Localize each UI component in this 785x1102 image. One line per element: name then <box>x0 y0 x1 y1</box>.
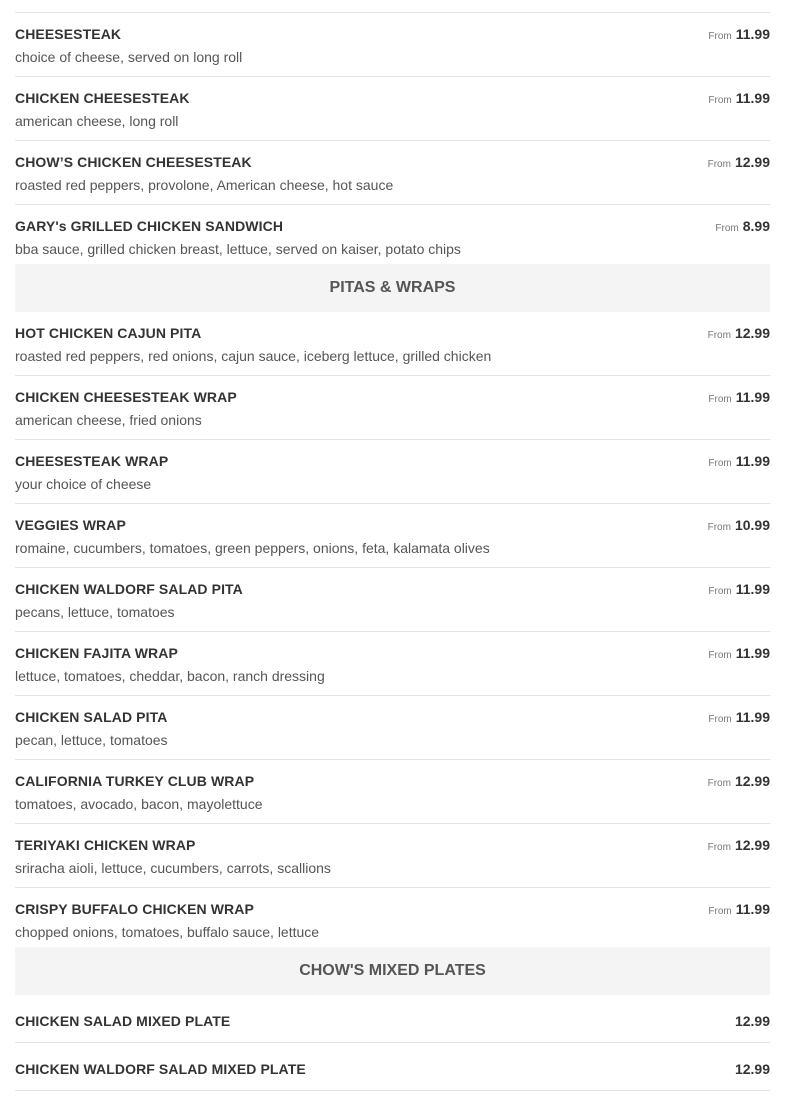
price-value: 11.99 <box>735 26 770 42</box>
menu-item[interactable] <box>15 696 770 760</box>
price-value: 12.99 <box>734 1013 770 1029</box>
price-value: 12.99 <box>734 154 770 170</box>
item-price <box>708 325 770 343</box>
item-name: CHICKEN CHEESESTEAK WRAP <box>15 389 237 405</box>
menu-item[interactable] <box>15 1043 770 1091</box>
item-price <box>708 773 770 791</box>
item-name: TERIYAKI CHICKEN WRAP <box>15 837 196 853</box>
item-description: lettuce, tomatoes, cheddar, bacon, ranch dressing <box>15 668 325 684</box>
item-price <box>708 389 770 407</box>
menu-item[interactable] <box>15 312 770 376</box>
from-label: From <box>708 714 732 725</box>
item-description: choice of cheese, served on long roll <box>15 49 243 65</box>
menu-item[interactable] <box>15 995 770 1043</box>
from-label: From <box>708 906 732 917</box>
item-name: CHICKEN WALDORF SALAD MIXED PLATE <box>15 1061 306 1077</box>
item-description: pecan, lettuce, tomatoes <box>15 732 168 748</box>
item-description: sriracha aioli, lettuce, cucumbers, carrots, scallions <box>15 860 331 876</box>
price-value: 11.99 <box>735 901 770 917</box>
item-price <box>708 26 770 44</box>
menu-item[interactable] <box>15 376 770 440</box>
item-description: american cheese, fried onions <box>15 412 202 428</box>
item-description: pecans, lettuce, tomatoes <box>15 604 175 620</box>
from-label: From <box>707 330 731 341</box>
item-price <box>708 709 770 727</box>
from-label: From <box>708 586 732 597</box>
from-label: From <box>715 223 739 234</box>
from-label: From <box>707 778 731 789</box>
item-price <box>735 1013 770 1031</box>
item-name: CHEESESTEAK WRAP <box>15 453 169 469</box>
item-description: bba sauce, grilled chicken breast, lettuce, served on kaiser, potato chips <box>15 241 461 257</box>
section-header-pitas-wraps: PITAS & WRAPS <box>15 264 770 312</box>
menu-item[interactable] <box>15 141 770 205</box>
item-description: your choice of cheese <box>15 476 152 492</box>
price-value: 8.99 <box>742 218 770 234</box>
price-value: 10.99 <box>734 517 770 533</box>
from-label: From <box>708 394 732 405</box>
menu-item[interactable] <box>15 13 770 77</box>
item-price <box>708 581 770 599</box>
menu-item[interactable] <box>15 205 770 264</box>
menu-item[interactable] <box>15 824 770 888</box>
item-name: CALIFORNIA TURKEY CLUB WRAP <box>15 773 255 789</box>
item-price <box>708 901 770 919</box>
menu-item[interactable] <box>15 77 770 141</box>
item-price <box>708 645 770 663</box>
price-value: 11.99 <box>735 709 770 725</box>
item-price <box>708 90 770 108</box>
from-label: From <box>708 95 732 106</box>
item-name: CRISPY BUFFALO CHICKEN WRAP <box>15 901 254 917</box>
price-value: 12.99 <box>734 325 770 341</box>
item-description: romaine, cucumbers, tomatoes, green peppers, onions, feta, kalamata olives <box>15 540 490 556</box>
divider <box>15 0 770 13</box>
price-value: 11.99 <box>735 581 770 597</box>
from-label: From <box>708 458 732 469</box>
price-value: 11.99 <box>735 453 770 469</box>
item-price <box>708 837 770 855</box>
menu-item[interactable] <box>15 568 770 632</box>
item-name: CHICKEN SALAD PITA <box>15 709 168 725</box>
item-price <box>715 218 770 236</box>
price-value: 11.99 <box>735 645 770 661</box>
item-price <box>708 453 770 471</box>
item-name: CHICKEN FAJITA WRAP <box>15 645 178 661</box>
from-label: From <box>707 522 731 533</box>
price-value: 12.99 <box>734 773 770 789</box>
item-name: CHICKEN SALAD MIXED PLATE <box>15 1013 231 1029</box>
from-label: From <box>708 31 732 42</box>
menu-item[interactable] <box>15 504 770 568</box>
item-name: CHICKEN WALDORF SALAD PITA <box>15 581 243 597</box>
from-label: From <box>707 842 731 853</box>
item-name: GARY's GRILLED CHICKEN SANDWICH <box>15 218 284 234</box>
item-description: american cheese, long roll <box>15 113 179 129</box>
item-name: CHICKEN CHEESESTEAK <box>15 90 190 106</box>
item-description: roasted red peppers, red onions, cajun sauce, iceberg lettuce, grilled chicken <box>15 348 492 364</box>
price-value: 12.99 <box>734 1061 770 1077</box>
menu-item[interactable] <box>15 632 770 696</box>
price-value: 11.99 <box>735 90 770 106</box>
menu-item[interactable] <box>15 760 770 824</box>
section-header-mixed-plates: CHOW'S MIXED PLATES <box>15 947 770 995</box>
item-description: roasted red peppers, provolone, American cheese, hot sauce <box>15 177 394 193</box>
item-price <box>708 154 770 172</box>
menu-item[interactable] <box>15 888 770 947</box>
item-name: HOT CHICKEN CAJUN PITA <box>15 325 202 341</box>
price-value: 11.99 <box>735 389 770 405</box>
item-name: CHEESESTEAK <box>15 26 122 42</box>
menu-item[interactable] <box>15 440 770 504</box>
item-name: CHOW’S CHICKEN CHEESESTEAK <box>15 154 252 170</box>
item-name: VEGGIES WRAP <box>15 517 126 533</box>
from-label: From <box>708 650 732 661</box>
item-price <box>708 517 770 535</box>
from-label: From <box>707 159 731 170</box>
menu-list <box>15 0 770 1091</box>
item-price <box>735 1061 770 1079</box>
item-description: tomatoes, avocado, bacon, mayolettuce <box>15 796 263 812</box>
price-value: 12.99 <box>734 837 770 853</box>
item-description: chopped onions, tomatoes, buffalo sauce, lettuce <box>15 924 320 940</box>
